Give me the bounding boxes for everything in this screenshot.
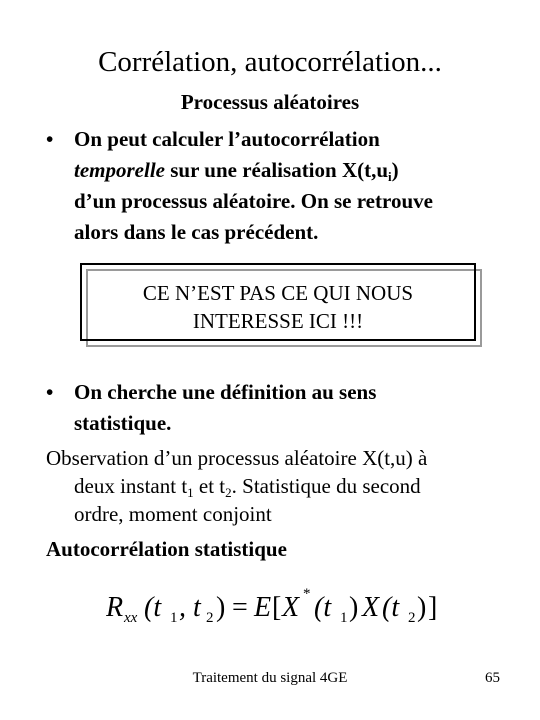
formula-arg1-sub: 1	[340, 610, 348, 626]
formula-X1: X	[282, 592, 300, 623]
observation-line-2-a: deux instant t	[74, 474, 188, 498]
callout-box	[80, 263, 482, 347]
bullet-1-line-1: On peut calculer l’autocorrélation	[74, 127, 380, 151]
bullet-2-line-2: statistique.	[74, 411, 172, 435]
formula-arg1-close: )	[349, 592, 359, 623]
bullet-1-line-3: d’un processus aléatoire. On se retrouve	[74, 189, 433, 213]
bullet-item-1	[46, 124, 516, 248]
formula-lhs-comma: , t	[179, 592, 201, 623]
formula-R: R	[106, 592, 124, 623]
formula-E: E	[254, 592, 272, 623]
formula-close-bracket: ]	[428, 592, 438, 623]
bullet-1-line-2-text: sur une réalisation X(t,u	[164, 158, 389, 182]
formula-open-bracket: [	[272, 592, 282, 623]
subscript-2: 2	[225, 485, 232, 500]
footer-course-title: Traitement du signal 4GE	[192, 670, 348, 686]
autocorrelation-formula	[106, 584, 446, 634]
bullet-1-line-2-end: )	[391, 158, 399, 182]
bullet-icon: •	[46, 127, 54, 151]
observation-line-3: ordre, moment conjoint	[74, 502, 272, 526]
bullet-icon: •	[46, 380, 54, 404]
formula-conjugate-star: *	[303, 586, 311, 602]
formula-lhs-sub2: 2	[206, 610, 214, 626]
autocorrelation-heading: Autocorrélation statistique	[46, 537, 287, 561]
bullet-1-line-4: alors dans le cas précédent.	[74, 220, 319, 244]
bullet-2-line-1: On cherche une définition au sens	[74, 380, 377, 404]
callout-line-1: CE N’EST PAS CE QUI NOUS	[142, 281, 414, 305]
slide-subtitle: Processus aléatoires	[180, 90, 360, 114]
formula-X2: X	[362, 592, 380, 623]
formula-lhs-sub1: 1	[170, 610, 178, 626]
callout-line-2: INTERESSE ICI !!!	[192, 309, 364, 333]
observation-paragraph	[46, 444, 516, 528]
formula-arg2-close: )	[417, 592, 427, 623]
slide-title: Corrélation, autocorrélation...	[98, 46, 442, 78]
formula-arg2-sub: 2	[408, 610, 416, 626]
observation-line-2-c: . Statistique du second	[231, 474, 421, 498]
bullet-item-2	[46, 377, 516, 439]
subscript-1: 1	[187, 485, 194, 500]
formula-lhs-close: )	[216, 592, 226, 623]
formula-arg2-open: (t	[382, 592, 400, 623]
footer-page-number: 65	[485, 670, 500, 686]
subscript-i: i	[388, 169, 392, 184]
italic-word: temporelle	[74, 158, 165, 182]
formula-R-sub: xx	[124, 610, 138, 626]
observation-line-2-b: et t	[193, 474, 226, 498]
formula-equals: =	[232, 592, 248, 623]
observation-line-1: Observation d’un processus aléatoire X(t,u) à	[46, 446, 428, 470]
formula-arg1-open: (t	[314, 592, 332, 623]
formula-lhs-open: (t	[144, 592, 162, 623]
bullet-1-line-2	[74, 155, 516, 186]
observation-line-2	[46, 472, 516, 500]
callout-text	[88, 279, 468, 335]
